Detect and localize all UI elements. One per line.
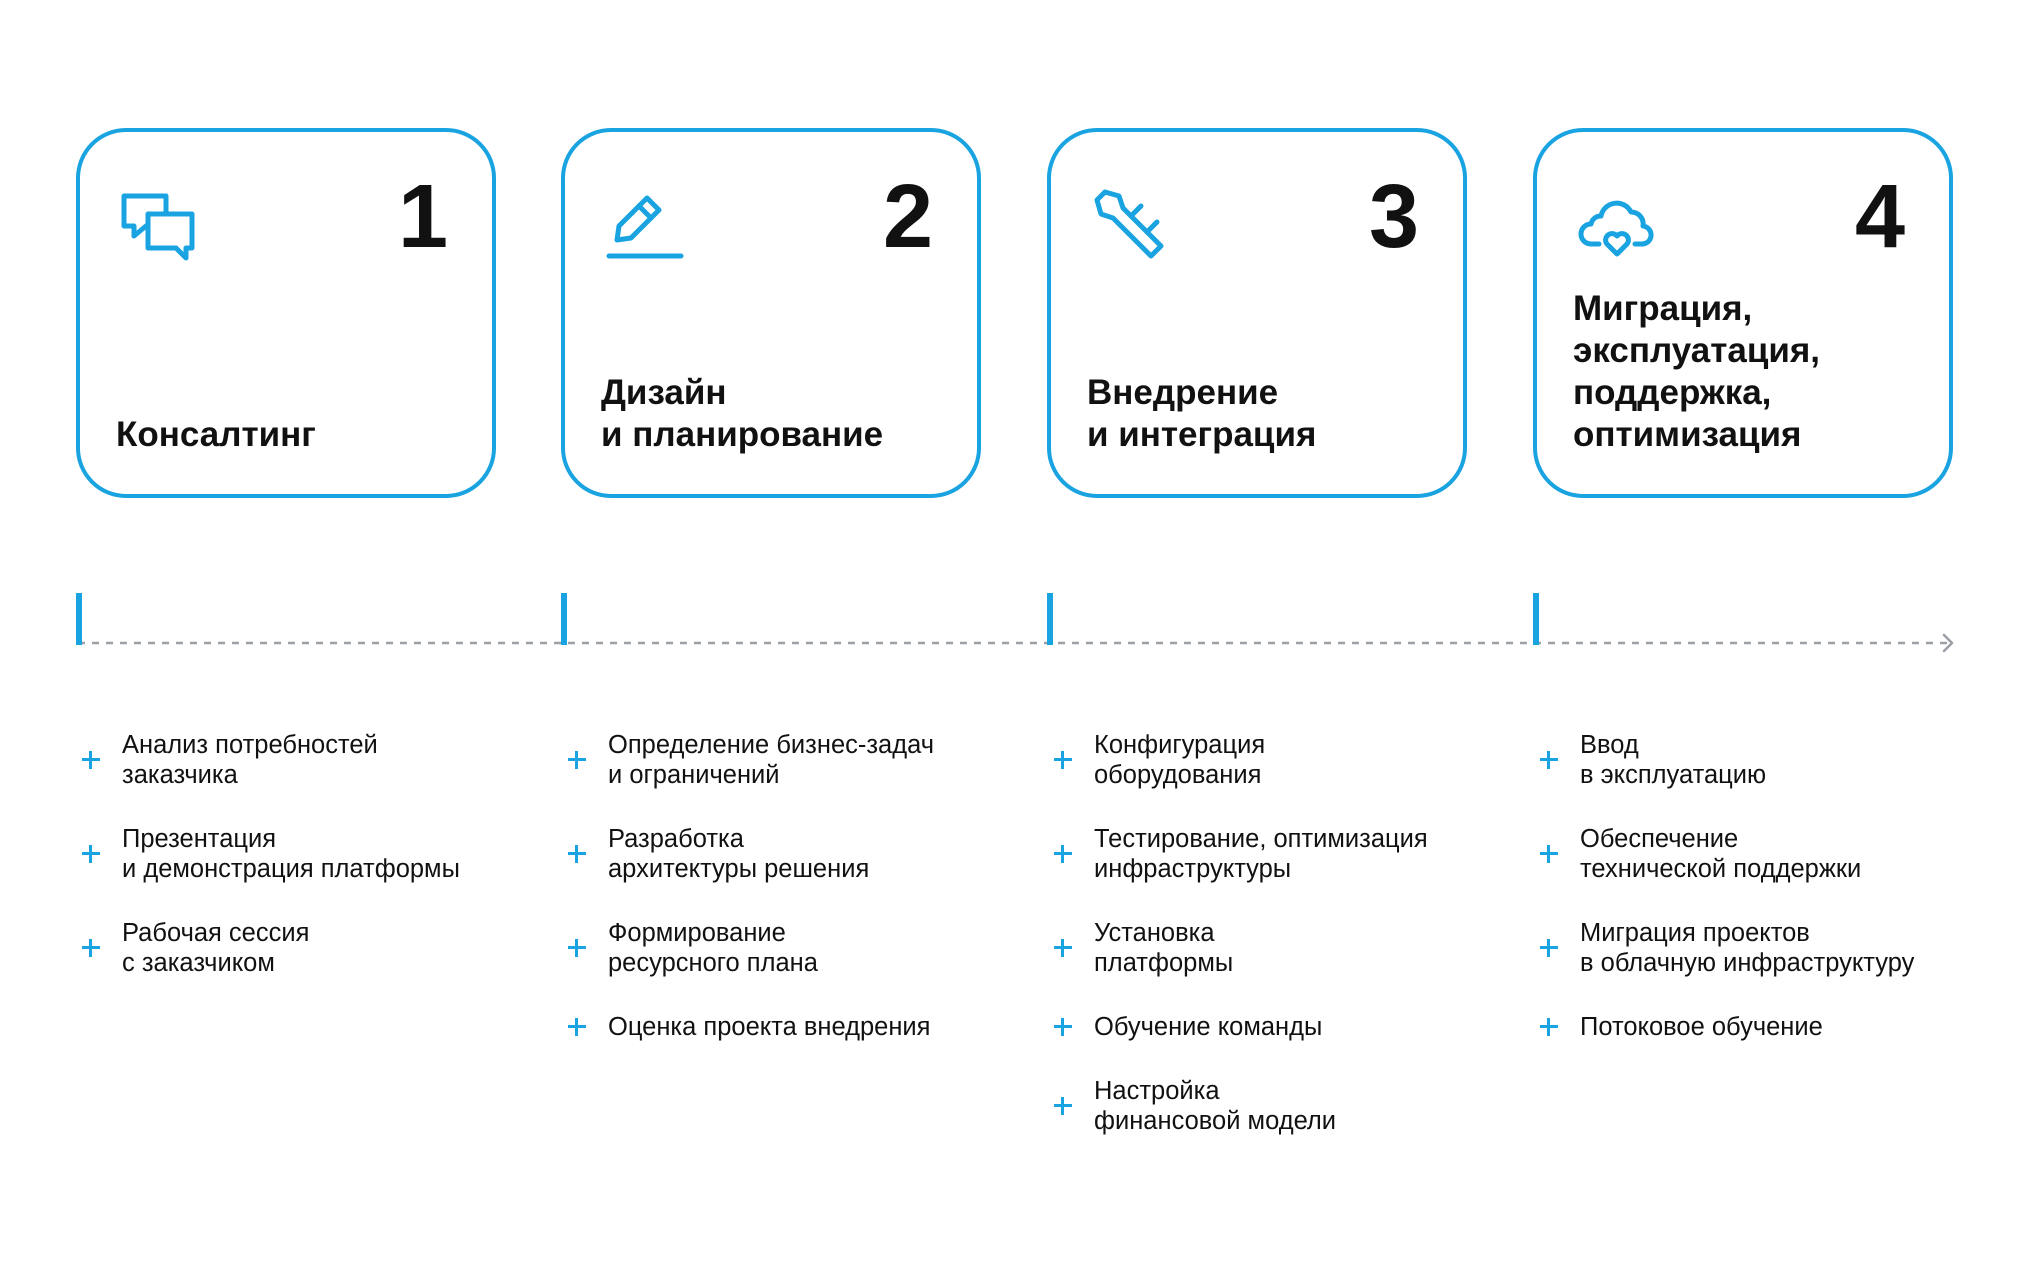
task-text: Оценка проекта внедрения xyxy=(608,1013,931,1041)
list-item xyxy=(566,918,1036,978)
stage-card-4 xyxy=(1533,128,1953,498)
stage-number: 4 xyxy=(1854,167,1905,267)
task-text: Потоковое обучение xyxy=(1580,1013,1823,1041)
plus-icon xyxy=(566,749,588,771)
task-list-2 xyxy=(566,730,1036,1076)
stage-title: Консалтинг xyxy=(116,415,316,454)
list-item xyxy=(1538,918,2008,978)
list-item xyxy=(80,730,550,790)
plus-icon xyxy=(80,843,102,865)
list-item xyxy=(1052,1076,1522,1136)
plus-icon xyxy=(1538,749,1560,771)
stage-card-1 xyxy=(76,128,496,498)
list-item xyxy=(566,824,1036,884)
plus-icon xyxy=(1052,937,1074,959)
cloud-heart-icon xyxy=(1577,186,1657,266)
plus-icon xyxy=(1052,749,1074,771)
task-text: Анализ потребностей заказчика xyxy=(122,731,378,789)
stage-number: 1 xyxy=(397,167,448,267)
task-text: Формирование ресурсного плана xyxy=(608,919,818,977)
task-text: Настройка финансовой модели xyxy=(1094,1077,1337,1135)
task-text: Миграция проектов в облачную инфраструктуру xyxy=(1580,919,1915,977)
task-text: Определение бизнес-задач и ограничений xyxy=(608,731,935,789)
stage-number: 2 xyxy=(882,167,933,267)
list-item xyxy=(1052,824,1522,884)
task-text: Обучение команды xyxy=(1094,1013,1323,1041)
plus-icon xyxy=(1052,1016,1074,1038)
stage-number: 3 xyxy=(1368,167,1419,267)
list-item xyxy=(1052,918,1522,978)
list-item xyxy=(1052,730,1522,790)
timeline-tick-1 xyxy=(76,593,82,645)
stage-card-3 xyxy=(1047,128,1467,498)
task-text: Рабочая сессия с заказчиком xyxy=(122,919,310,977)
list-item xyxy=(1538,1012,2008,1042)
task-text: Тестирование, оптимизация инфраструктуры xyxy=(1094,825,1428,883)
list-item xyxy=(566,1012,1036,1042)
timeline-arrow xyxy=(78,641,1958,645)
plus-icon xyxy=(1538,937,1560,959)
timeline-tick-4 xyxy=(1533,593,1539,645)
task-text: Конфигурация оборудования xyxy=(1094,731,1266,789)
stage-title: Внедрение и интеграция xyxy=(1087,373,1317,454)
stage-card-2 xyxy=(561,128,981,498)
pencil-icon xyxy=(605,186,685,266)
list-item xyxy=(566,730,1036,790)
list-item xyxy=(1052,1012,1522,1042)
task-list-3 xyxy=(1052,730,1522,1170)
task-text: Установка платформы xyxy=(1094,919,1234,977)
list-item xyxy=(80,824,550,884)
task-text: Обеспечение технической поддержки xyxy=(1580,825,1862,883)
plus-icon xyxy=(566,1016,588,1038)
wrench-icon xyxy=(1091,186,1171,266)
plus-icon xyxy=(1052,1095,1074,1117)
timeline-tick-3 xyxy=(1047,593,1053,645)
stage-title: Миграция, эксплуатация, поддержка, оптимизация xyxy=(1573,289,1821,454)
task-list-4 xyxy=(1538,730,2008,1076)
task-text: Презентация и демонстрация платформы xyxy=(122,825,460,883)
list-item xyxy=(1538,730,2008,790)
plus-icon xyxy=(1052,843,1074,865)
task-list-1 xyxy=(80,730,550,1012)
stage-title: Дизайн и планирование xyxy=(601,373,884,454)
timeline-tick-2 xyxy=(561,593,567,645)
chat-bubbles-icon xyxy=(120,186,200,266)
plus-icon xyxy=(1538,1016,1560,1038)
plus-icon xyxy=(566,843,588,865)
task-text: Ввод в эксплуатацию xyxy=(1580,731,1767,789)
list-item xyxy=(80,918,550,978)
task-text: Разработка архитектуры решения xyxy=(608,825,870,883)
list-item xyxy=(1538,824,2008,884)
plus-icon xyxy=(80,937,102,959)
plus-icon xyxy=(80,749,102,771)
plus-icon xyxy=(566,937,588,959)
plus-icon xyxy=(1538,843,1560,865)
